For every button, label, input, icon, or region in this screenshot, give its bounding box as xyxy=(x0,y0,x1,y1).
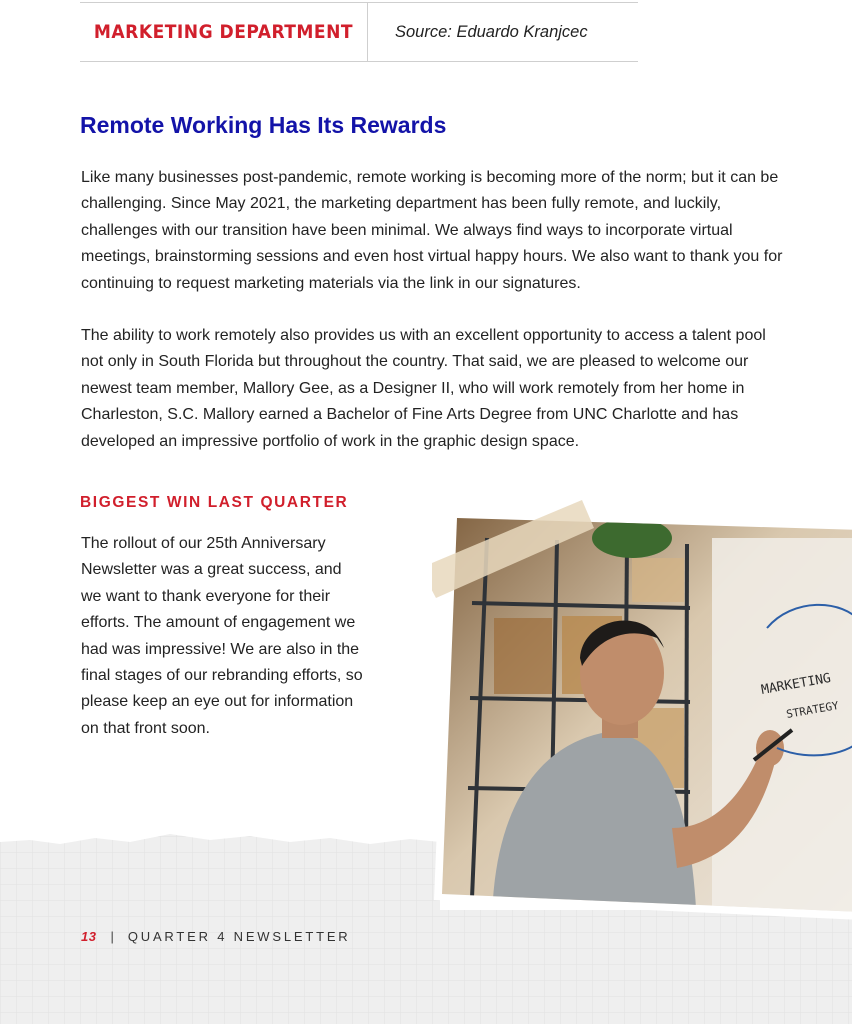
whiteboard-text-marketing: MARKETING xyxy=(760,670,833,698)
article-paragraph: Like many businesses post-pandemic, remote working is becoming more of the norm; but it can be challenging. Since May 2021, the marketing department has been fully remote, and luckily, challenges with our transition have been minimal. We always find ways to incorporate virtual meetings, brainstorming sessions and even host virtual happy hours. We also want to thank you for continuing to request marketing materials via the link in our signatures. xyxy=(81,169,783,292)
department-label: MARKETING DEPARTMENT xyxy=(80,3,368,61)
photo-source: Source: Eduardo Kranjcec xyxy=(395,22,588,41)
whiteboard-text-strategy: STRATEGY xyxy=(785,698,840,721)
sidebar-text: The rollout of our 25th Anniversary Newsletter was a great success, and we want to thank everyone for their efforts. The amount of engagement we had was impressive! We are also in the final stages of our rebranding efforts, so please keep an eye out for information on that front soon. xyxy=(81,535,363,737)
sidebar-heading: BIGGEST WIN LAST QUARTER xyxy=(80,494,349,511)
publication-name: QUARTER 4 NEWSLETTER xyxy=(127,929,351,944)
page-number: 13 xyxy=(81,929,97,944)
page-footer xyxy=(81,929,350,944)
article-title: Remote Working Has Its Rewards xyxy=(80,112,447,138)
header-table xyxy=(80,2,638,62)
team-member-photo xyxy=(432,498,852,928)
footer-separator: | xyxy=(110,929,114,944)
article-paragraph: The ability to work remotely also provides us with an excellent opportunity to access a talent pool not only in South Florida but throughout the country. That said, we are pleased to welcome our newest team member, Mallory Gee, as a Designer II, who will work remotely from her home in Charleston, S.C. Mallory earned a Bachelor of Fine Arts Degree from UNC Charlotte and has developed an impressive portfolio of work in the graphic design space. xyxy=(81,327,766,450)
